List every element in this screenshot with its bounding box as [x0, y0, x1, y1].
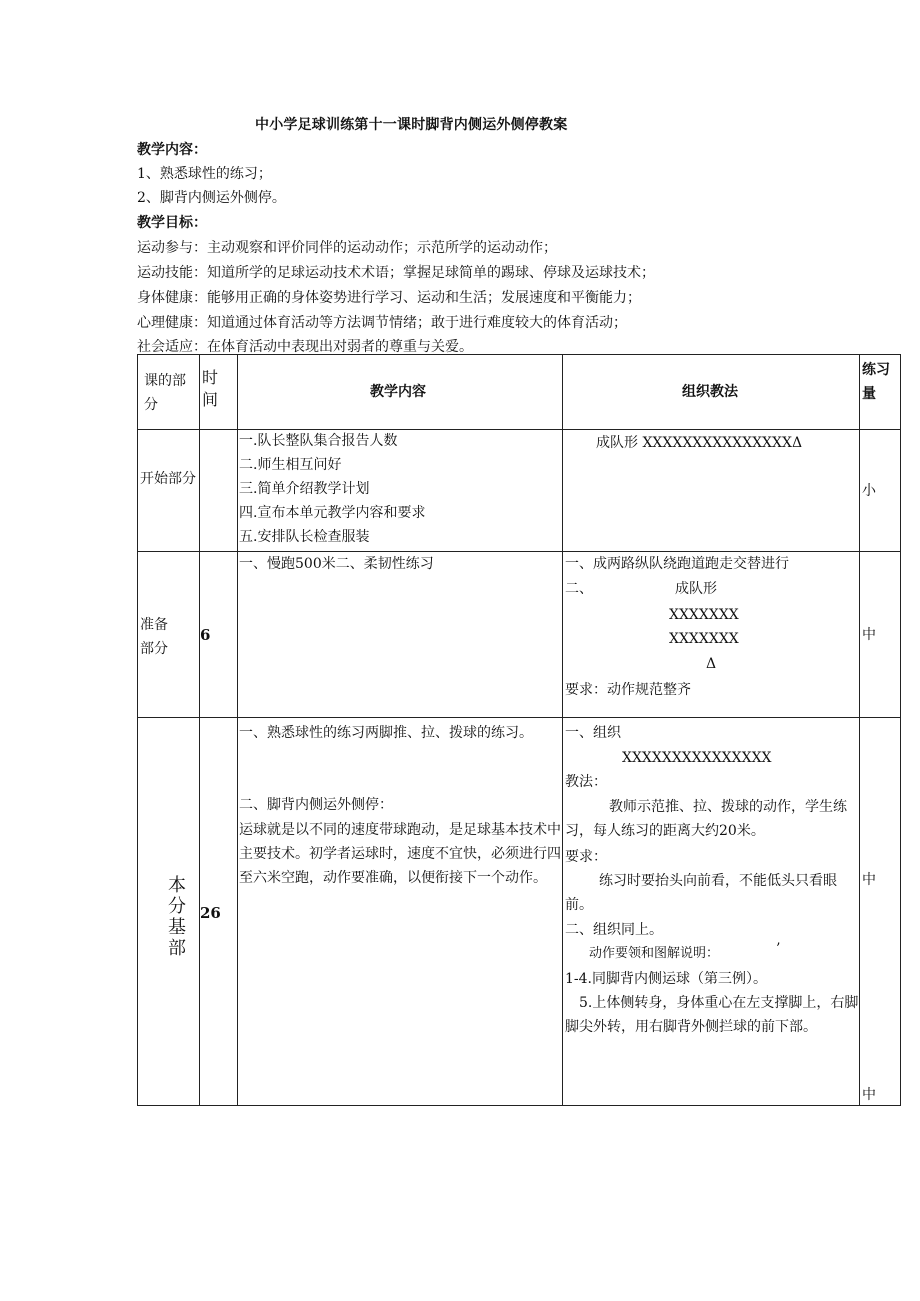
page-title: 中小学足球训练第十一课时脚背内侧运外侧停教案 — [255, 117, 568, 133]
header-time: 时间 — [202, 368, 219, 409]
row-org-line: 教法： — [565, 774, 607, 790]
row-org-line: ’ — [776, 941, 781, 957]
row-load: 中 — [862, 1087, 876, 1103]
column-divider — [562, 355, 563, 1105]
row-content-line: 运球就是以不同的速度带球跑动，是足球基本技术中主要技术。初学者运球时，速度不宜快，必须进行四至六米空跑，动作要准确，以便衔接下一个动作。 — [239, 822, 561, 886]
row-content-line: 二、脚背内侧运外侧停： — [239, 797, 393, 813]
row-time: 6 — [200, 626, 211, 644]
content-item: 1、熟悉球性的练习； — [137, 166, 272, 182]
row-org-line: 1-4.同脚背内侧运球（第三例）。 — [565, 971, 767, 987]
column-divider — [199, 355, 200, 1105]
goal-item: 社会适应：在体育活动中表现出对弱者的尊重与关爱。 — [137, 339, 473, 355]
row-org-line: 成队形 XXXXXXXXXXXXXXXΔ — [596, 435, 803, 451]
row-org-line: 二、 — [565, 581, 593, 597]
row-part: 开始部分 — [140, 471, 196, 487]
row-load: 中 — [862, 627, 876, 643]
header-part: 课的部分 — [144, 373, 186, 413]
content-item: 2、脚背内侧运外侧停。 — [137, 190, 286, 206]
row-org-line: 一、成两路纵队绕跑道跑走交替进行 — [565, 556, 789, 572]
header-content: 教学内容 — [370, 384, 426, 400]
row-org-line: 成队形 — [675, 581, 717, 597]
row-content-line: 一.队长整队集合报告人数 — [239, 433, 398, 449]
row-org-line: 5.上体侧转身，身体重心在左支撑脚上，右脚脚尖外转，用右脚背外侧拦球的前下部。 — [565, 995, 859, 1035]
header-org: 组织教法 — [682, 384, 738, 400]
goal-item: 运动技能：知道所学的足球运动技术术语；掌握足球简单的踢球、停球及运球技术； — [137, 265, 655, 281]
lesson-table — [137, 354, 901, 1106]
row-content-line: 一、熟悉球性的练习两脚推、拉、拨球的练习。 — [239, 725, 533, 741]
row-time: 26 — [200, 904, 221, 922]
row-content-line: 五.安排队长检查服装 — [239, 529, 370, 545]
row-org-line: 动作要领和图解说明： — [589, 946, 720, 961]
row-org-line: Δ — [706, 656, 717, 672]
row-content-line: 一、慢跑500米二、柔韧性练习 — [239, 556, 434, 572]
row-org-line: XXXXXXX — [669, 631, 739, 647]
row-load: 小 — [862, 483, 876, 499]
column-divider — [237, 355, 238, 1105]
row-divider — [138, 717, 900, 718]
row-part: 本分基部 — [168, 875, 186, 959]
row-org-line: 练习时要抬头向前看，不能低头只看眼前。 — [565, 873, 837, 913]
row-org-line: 要求：动作规范整齐 — [565, 682, 691, 698]
goal-item: 身体健康：能够用正确的身体姿势进行学习、运动和生活；发展速度和平衡能力； — [137, 290, 641, 306]
goal-item: 心理健康：知道通过体育活动等方法调节情绪；敢于进行难度较大的体育活动； — [137, 315, 627, 331]
row-part: 准备部分 — [140, 617, 168, 657]
goal-item: 运动参与：主动观察和评价同伴的运动动作；示范所学的运动动作； — [137, 240, 557, 256]
header-load: 练习量 — [862, 362, 890, 402]
row-content-line: 三.简单介绍教学计划 — [239, 481, 370, 497]
column-divider — [859, 355, 860, 1105]
goals-heading: 教学目标： — [137, 215, 207, 231]
content-heading: 教学内容： — [137, 142, 207, 158]
row-org-line: 要求： — [565, 849, 607, 865]
row-load: 中 — [862, 872, 876, 888]
row-org-line: XXXXXXXXXXXXXXX — [622, 750, 772, 766]
row-org-line: XXXXXXX — [669, 607, 739, 623]
row-org-line: 二、组织同上。 — [565, 922, 663, 938]
row-org-line: 教师示范推、拉、拨球的动作，学生练习，每人练习的距离大约20米。 — [565, 799, 847, 839]
row-content-line: 四.宣布本单元教学内容和要求 — [239, 505, 426, 521]
row-org-line: 一、组织 — [565, 725, 621, 741]
row-content-line: 二.师生相互问好 — [239, 457, 342, 473]
